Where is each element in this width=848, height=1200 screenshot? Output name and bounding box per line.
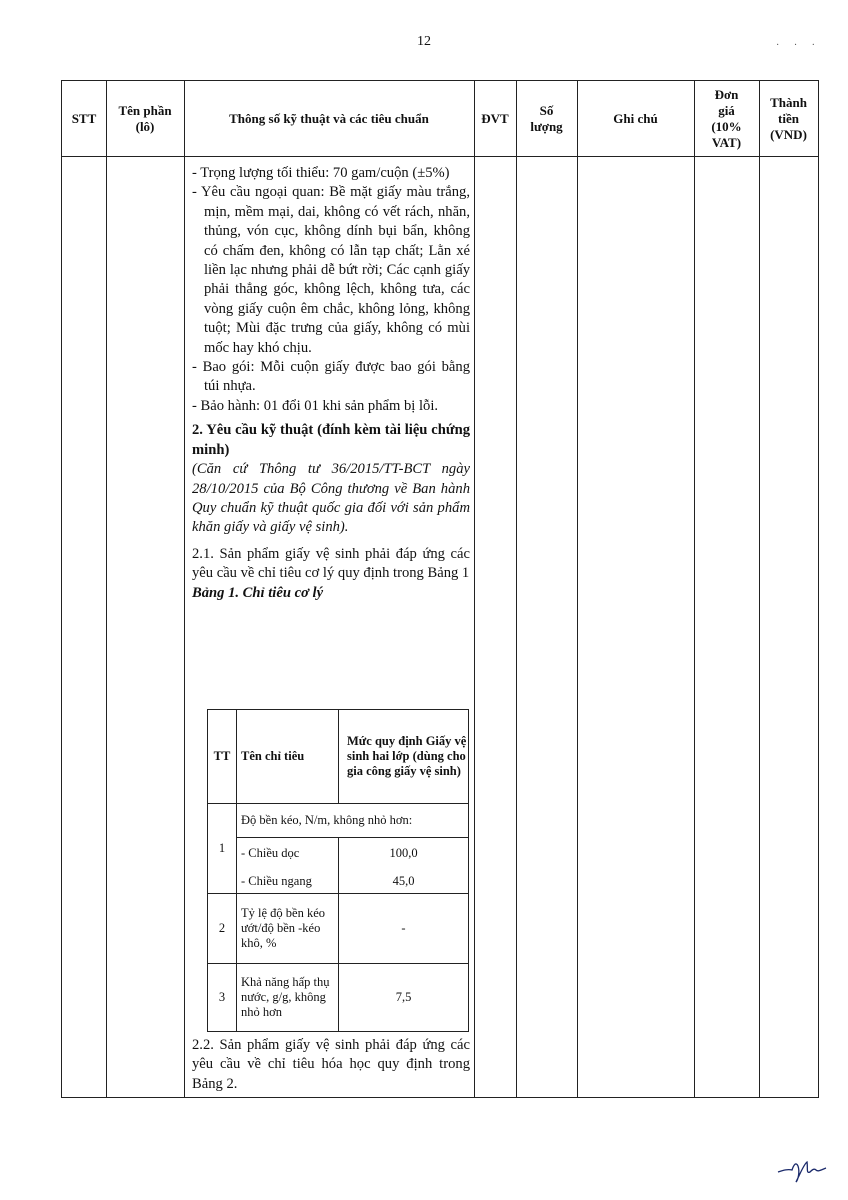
bang1-header-name: Tên chỉ tiêu <box>237 710 339 804</box>
col-divider <box>106 81 107 1097</box>
table-row <box>208 894 469 964</box>
bang1-header-tt: TT <box>208 710 237 804</box>
requirement-2-2: 2.2. Sản phẩm giấy vệ sinh phải đáp ứng các yêu cầu về chỉ tiêu hóa học quy định trong Bảng 2. <box>192 1037 470 1092</box>
corner-mark: · · · <box>776 40 821 51</box>
header-ghi-chu-text: Ghi chú <box>613 110 658 126</box>
row2-value: - <box>339 894 469 964</box>
header-ghi-chu <box>577 81 694 156</box>
row1-sub2-value: 45,0 <box>339 870 469 894</box>
page-number: 12 <box>417 34 431 49</box>
header-thong-so-text: Thông số kỹ thuật và các tiêu chuẩn <box>229 110 429 126</box>
col-divider <box>184 81 185 1097</box>
spec-content-bottom <box>192 1036 470 1094</box>
header-thanh-tien <box>759 81 818 156</box>
signature-mark <box>776 1150 828 1184</box>
header-dvt-text: ĐVT <box>481 110 509 126</box>
header-stt-text: STT <box>71 110 97 126</box>
spec-table <box>61 80 819 1098</box>
row1-sub1-value: 100,0 <box>339 838 469 870</box>
legal-note: (Căn cứ Thông tư 36/2015/TT-BCT ngày 28/10/2015 của Bộ Công thương về Ban hành Quy chuẩn kỹ thuật quốc gia đối với sản phẩm khăn giấy và giấy vệ sinh). <box>192 461 470 536</box>
col-divider <box>577 81 578 1097</box>
header-stt <box>62 81 106 156</box>
bang-1-table <box>207 709 469 1032</box>
header-don-gia-line4: VAT) <box>711 134 742 150</box>
spec-weight: - Trọng lượng tối thiểu: 70 gam/cuộn (±5%) <box>192 165 450 181</box>
header-ten-phan-line1: Tên phần <box>118 102 172 118</box>
row2-name: Tỷ lệ độ bền kéo ướt/độ bền -kéo khô, % <box>237 894 339 964</box>
spec-packaging: - Bao gói: Mỗi cuộn giấy được bao gói bằng túi nhựa. <box>192 359 470 395</box>
table-1-title: Bảng 1. Chỉ tiêu cơ lý <box>192 584 324 601</box>
header-ten-phan <box>106 81 184 156</box>
header-divider <box>62 156 818 157</box>
bang1-header-level: Mức quy định Giấy vệ sinh hai lớp (dùng cho gia công giấy vệ sinh) <box>339 710 469 804</box>
row1-tt: 1 <box>208 804 237 894</box>
row1-sub2-name: - Chiều ngang <box>237 870 339 894</box>
header-thong-so <box>184 81 474 156</box>
table-row <box>208 804 469 838</box>
header-don-gia-line2: giá <box>718 102 735 118</box>
table-header-row <box>208 710 469 804</box>
row3-value: 7,5 <box>339 964 469 1032</box>
requirement-2-1: 2.1. Sản phẩm giấy vệ sinh phải đáp ứng các yêu cầu về chỉ tiêu cơ lý quy định trong Bảng 1 <box>192 545 470 582</box>
header-so-luong-line1: Số <box>539 102 554 118</box>
header-ten-phan-line2: (lô) <box>135 118 155 134</box>
table-row <box>208 838 469 870</box>
header-don-gia-line1: Đơn <box>714 86 739 102</box>
col-divider <box>759 81 760 1097</box>
table-row <box>208 870 469 894</box>
col-divider <box>694 81 695 1097</box>
table-row <box>208 964 469 1032</box>
col-divider <box>474 81 475 1097</box>
header-so-luong-line2: lượng <box>530 118 563 134</box>
row1-sub1-name: - Chiều dọc <box>237 838 339 870</box>
spec-warranty: - Bảo hành: 01 đổi 01 khi sản phẩm bị lỗi. <box>192 397 439 414</box>
header-don-gia <box>694 81 759 156</box>
header-thanh-tien-line1: Thành <box>770 94 807 110</box>
header-so-luong <box>516 81 577 156</box>
row2-tt: 2 <box>208 894 237 964</box>
spec-content <box>192 164 470 603</box>
row3-name: Khả năng hấp thụ nước, g/g, không nhỏ hơn <box>237 964 339 1032</box>
col-divider <box>516 81 517 1097</box>
header-thanh-tien-line2: tiền <box>778 110 799 126</box>
row1-name: Độ bền kéo, N/m, không nhỏ hơn: <box>237 804 469 838</box>
header-thanh-tien-line3: (VND) <box>770 126 807 142</box>
header-dvt <box>474 81 516 156</box>
row3-tt: 3 <box>208 964 237 1032</box>
spec-appearance: - Yêu cầu ngoại quan: Bề mặt giấy màu trắng, mịn, mềm mại, dai, không có vết rách, nhăn, thủng, vón cục, không dính bụi bẩn, không có chấm đen, không có lẫn tạp chất; Lằn xé liền lạc nhưng phải dễ bứt rời; Các cạnh giấy phải thẳng góc, không lệch, không tưa, các vòng giấy cuộn êm chắc, không lỏng, không tuột; Mùi đặc trưng của giấy, không có mùi mốc hay khó chịu. <box>192 184 470 356</box>
header-don-gia-line3: (10% <box>711 118 742 134</box>
section-title: 2. Yêu cầu kỹ thuật (đính kèm tài liệu chứng minh) <box>192 422 470 458</box>
